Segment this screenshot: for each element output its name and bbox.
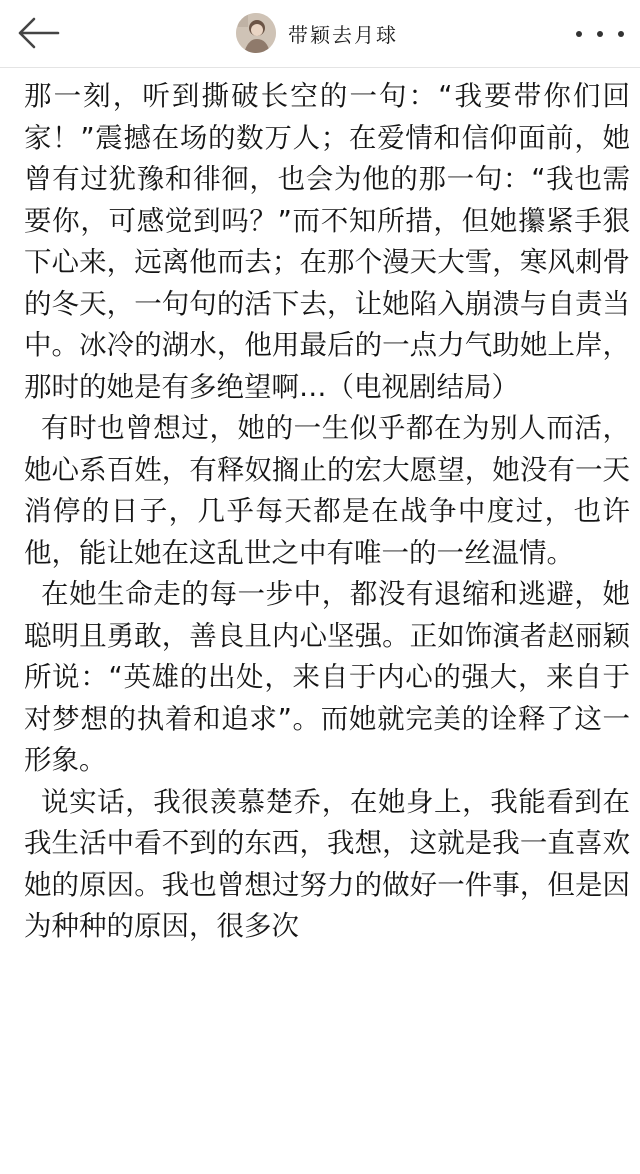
top-navigation-bar [0,0,640,68]
more-dots-icon-dot [618,31,624,37]
author-name[interactable]: 带颖去月球 [288,22,398,47]
more-dots-icon-dot [597,31,603,37]
article-body [0,68,640,948]
arrow-left-icon [16,16,60,50]
back-button[interactable] [12,10,64,56]
article-paragraph: 那一刻，听到撕破长空的一句：“我要带你们回家！”震撼在场的数万人；在爱情和信仰面前，她曾有过犹豫和徘徊，也会为他的那一句：“我也需要你，可感觉到吗？”而不知所措，但她攥紧手狠下心来，远离他而去；在那个漫天大雪，寒风刺骨的冬天，一句句的活下去，让她陷入崩溃与自责当中。冰冷的湖水，他用最后的一点力气助她上岸，那时的她是有多绝望啊…（电视剧结局） [24,80,630,403]
article-paragraph: 说实话，我很羡慕楚乔，在她身上，我能看到在我生活中看不到的东西，我想，这就是我一直喜欢她的原因。我也曾想过努力的做好一件事，但是因为种种的原因，很多次 [24,785,630,942]
author-info[interactable] [236,12,398,54]
avatar-image [236,13,276,53]
article-paragraph: 有时也曾想过，她的一生似乎都在为别人而活，她心系百姓，有释奴搁止的宏大愿望，她没有一天消停的日子，几乎每天都是在战争中度过，也许他，能让她在这乱世之中有唯一的一丝温情。 [24,412,630,569]
article-paragraph: 在她生命走的每一步中，都没有退缩和逃避，她聪明且勇敢，善良且内心坚强。正如饰演者赵丽颖所说：“英雄的出处，来自于内心的强大，来自于对梦想的执着和追求”。而她就完美的诠释了这一形象。 [24,578,630,776]
avatar[interactable] [236,13,276,53]
more-dots-icon [576,31,582,37]
more-options-button[interactable] [576,18,624,50]
